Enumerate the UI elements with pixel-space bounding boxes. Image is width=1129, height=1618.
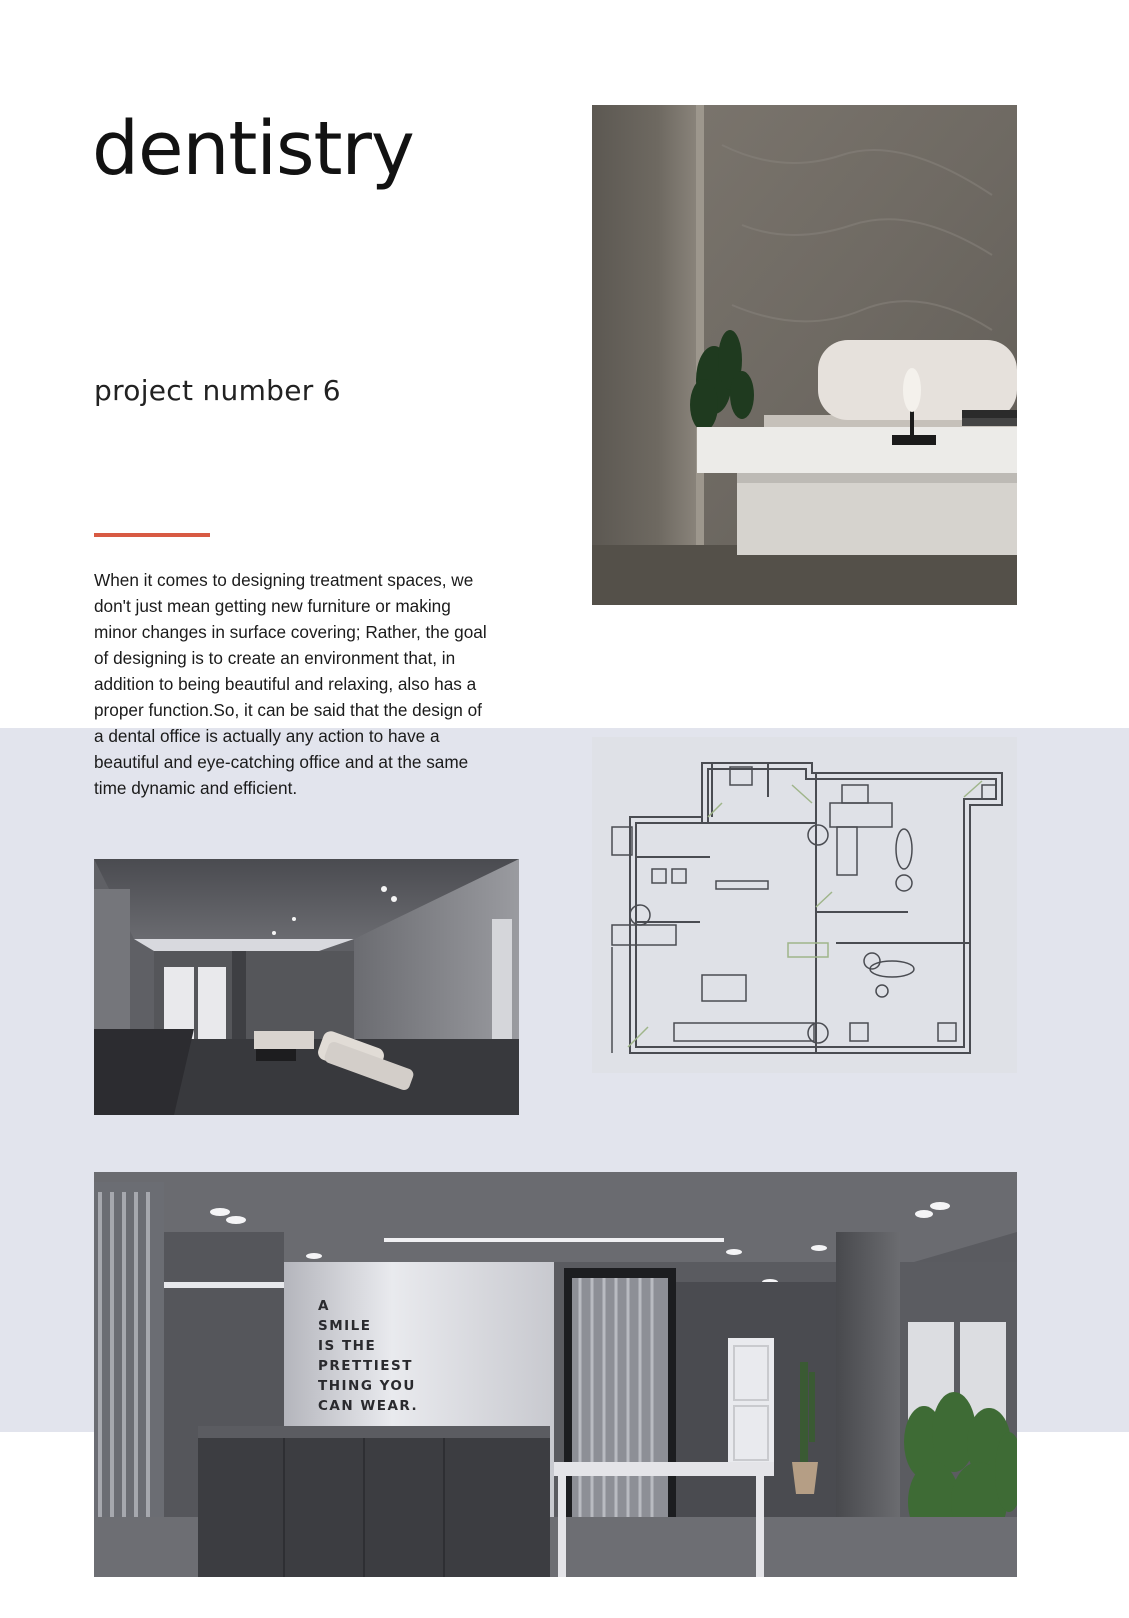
reception-photo xyxy=(94,1172,1017,1577)
project-subtitle: project number 6 xyxy=(94,374,341,407)
svg-text:IS THE: IS THE xyxy=(318,1338,377,1354)
corridor-lounge-photo xyxy=(94,859,519,1115)
svg-text:SMILE: SMILE xyxy=(318,1318,372,1334)
description-paragraph: When it comes to designing treatment spaces, we don't just mean getting new furniture or making minor changes in surface covering; Rather, the goal of designing is to create an environment that, in addition to being beautiful and relaxing, also has a proper function.So, it can be said that the design of a dental office is actually any action to have a beautiful and eye-catching office and at the same time dynamic and efficient. xyxy=(94,570,487,798)
svg-text:THING YOU: THING YOU xyxy=(318,1378,416,1394)
page-title: dentistry xyxy=(92,106,414,192)
svg-text:A: A xyxy=(318,1298,330,1314)
svg-text:CAN WEAR.: CAN WEAR. xyxy=(318,1398,419,1414)
svg-text:PRETTIEST: PRETTIEST xyxy=(318,1358,413,1374)
floor-plan-drawing xyxy=(592,737,1017,1073)
waiting-area-photo xyxy=(592,105,1017,605)
accent-divider xyxy=(94,533,210,537)
